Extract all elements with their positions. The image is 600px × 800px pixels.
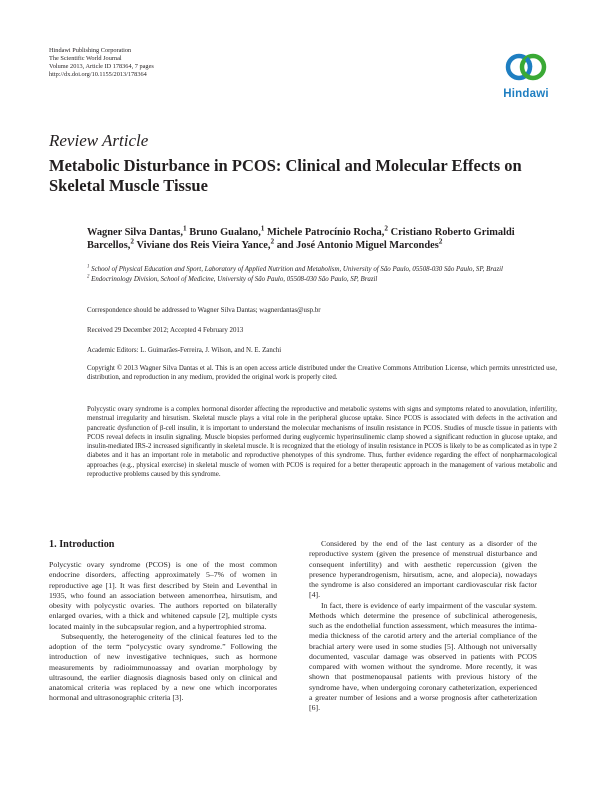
academic-editors: Academic Editors: L. Guimarães-Ferreira, J. Wilson, and N. E. Zanchi: [87, 347, 282, 354]
left-paragraph: Subsequently, the heterogeneity of the clinical features led to the adoption of the term “polycystic ovary syndrome.” Following the introduction of new investigative techniques, such as hormone measurements by radioimmunoassay and ovarian morphology by ultrasound, the earlier diagnosis diagnosis based only on clinical and anatomical criteria was replaced by a new one which incorporates hormonal and ultrasonographic criteria [3].: [49, 631, 277, 703]
affiliation-text: School of Physical Education and Sport, Laboratory of Applied Nutrition and Metabolism, University of São Paulo, 05508-030 São Paulo, SP, Brazil: [89, 266, 503, 273]
copyright-notice: Copyright © 2013 Wagner Silva Dantas et al. This is an open access article distributed under the Creative Commons Attribution License, which permits unrestricted use, distribution, and reproduction in any medium, provided the original work is properly cited.: [87, 365, 557, 382]
author-affiliation-mark: 1: [260, 224, 265, 233]
right-column: [309, 539, 537, 713]
author-name: Bruno Gualano,: [189, 227, 261, 238]
author-name: Cristiano Roberto Grimaldi Barcellos,: [87, 227, 515, 252]
affiliation-text: Endocrinology Division, School of Medicine, University of São Paulo, 05508-030 São Paulo, SP, Brazil: [89, 276, 378, 284]
hindawi-rings-icon: [504, 47, 548, 87]
author-affiliation-mark: 2: [270, 237, 275, 246]
affiliation-mark: 2: [87, 275, 90, 280]
correspondence: Correspondence should be addressed to Wagner Silva Dantas; wagnerdantas@usp.br: [87, 307, 321, 314]
author-list: [87, 226, 557, 253]
author-name: Michele Patrocínio Rocha,: [267, 227, 385, 238]
author-name: Viviane dos Reis Vieira Yance,: [136, 240, 271, 252]
article-type: Review Article: [49, 131, 149, 150]
article-title: Metabolic Disturbance in PCOS: Clinical and Molecular Effects on Skeletal Muscle Tissue: [49, 156, 522, 195]
affiliations: [87, 265, 557, 286]
left-paragraph: Polycystic ovary syndrome (PCOS) is one of the most common endocrine disorders, affecting approximately 5–7% of women in reproductive age [1]. It was first described by Stein and Leventhal in 1935, who found an association between amenorrhea, hirsutism, and obesity with polycystic ovaries. The authors reported on bilaterally enlarged ovaries, with a thick and whitened capsule [2], multiple cysts located mainly in the subcapsular region, and a hypertrophied stroma.: [49, 560, 277, 631]
author-name: Wagner Silva Dantas,: [87, 227, 183, 238]
right-paragraph: Considered by the end of the last century as a disorder of the reproductive system (given the presence of menstrual disturbance and consequent infertility) and with aesthetic repercussion (given the presence hyperandrogenism, hirsutism, acne, and alopecia), nowadays the syndrome is also considered an important cardiovascular risk factor [4].: [309, 539, 537, 600]
affiliation-item: [87, 265, 557, 274]
journal-info: [49, 47, 154, 79]
doi-link[interactable]: http://dx.doi.org/10.1155/2013/178364: [49, 71, 147, 79]
author-affiliation-mark: 2: [130, 237, 135, 246]
author-affiliation-mark: 2: [384, 224, 388, 233]
author-affiliation-mark: 1: [182, 224, 187, 233]
journal-name: The Scientific World Journal: [49, 55, 122, 63]
hindawi-logo: [496, 47, 556, 105]
publisher-name: Hindawi Publishing Corporation: [49, 47, 132, 54]
hindawi-logo-text: Hindawi: [503, 88, 549, 100]
right-paragraph: In fact, there is evidence of early impairment of the vascular system. Methods which determine the presence of subclinical atherogenesis, such as the endothelial function assessment, which measures the intima-media thickness of the carotid artery and the arterial compliance of the brachial artery were used in some studies [5]. Although not universally documented, vascular damage was observed in patients with PCOS compared with women without the syndrome. More recently, it was shown that postmenopausal patients with previous history of the syndrome have, when undergoing coronary catheterization, experienced a greater number of lesions and a worse prognosis after catheterization [6].: [309, 600, 537, 712]
abstract: Polycystic ovary syndrome is a complex hormonal disorder affecting the reproductive and metabolic systems with signs and symptoms related to anovulation, infertility, menstrual irregularity and hirsutism. Skeletal muscle plays a vital role in the peripheral glucose uptake. Since PCOS is associated with defects in the activation and pancreatic dysfunction of β-cell insulin, it is important to understand the molecular mechanisms of insulin resistance in PCOS. Studies of muscle tissue in patients with PCOS reveal defects in insulin signaling. Muscle biopsies performed during euglycemic hyperinsulinemic clamp showed a significant reduction in glucose uptake, and insulin-mediated IRS-2 increased significantly in skeletal muscle. It is recognized that the etiology of insulin resistance in PCOS is likely to be as complicated as in type 2 diabetes and it has an important role in metabolic and reproductive phenotypes of this syndrome. Thus, further evidence regarding the effect of nonpharmacological approaches (e.g., physical exercise) in skeletal muscle of women with PCOS is required for a better therapeutic approach in the management of various metabolic and reproductive problems caused by this syndrome.: [87, 406, 557, 479]
author-affiliation-mark: 2: [438, 237, 443, 246]
volume-info: Volume 2013, Article ID 178364, 7 pages: [49, 63, 154, 71]
section-heading-introduction: 1. Introduction: [49, 539, 115, 550]
left-column: [49, 560, 277, 704]
affiliation-item: [87, 275, 557, 284]
received-dates: Received 29 December 2012; Accepted 4 February 2013: [87, 327, 244, 334]
author-name: and José Antonio Miguel Marcondes: [276, 240, 439, 252]
affiliation-mark: 1: [87, 264, 90, 270]
